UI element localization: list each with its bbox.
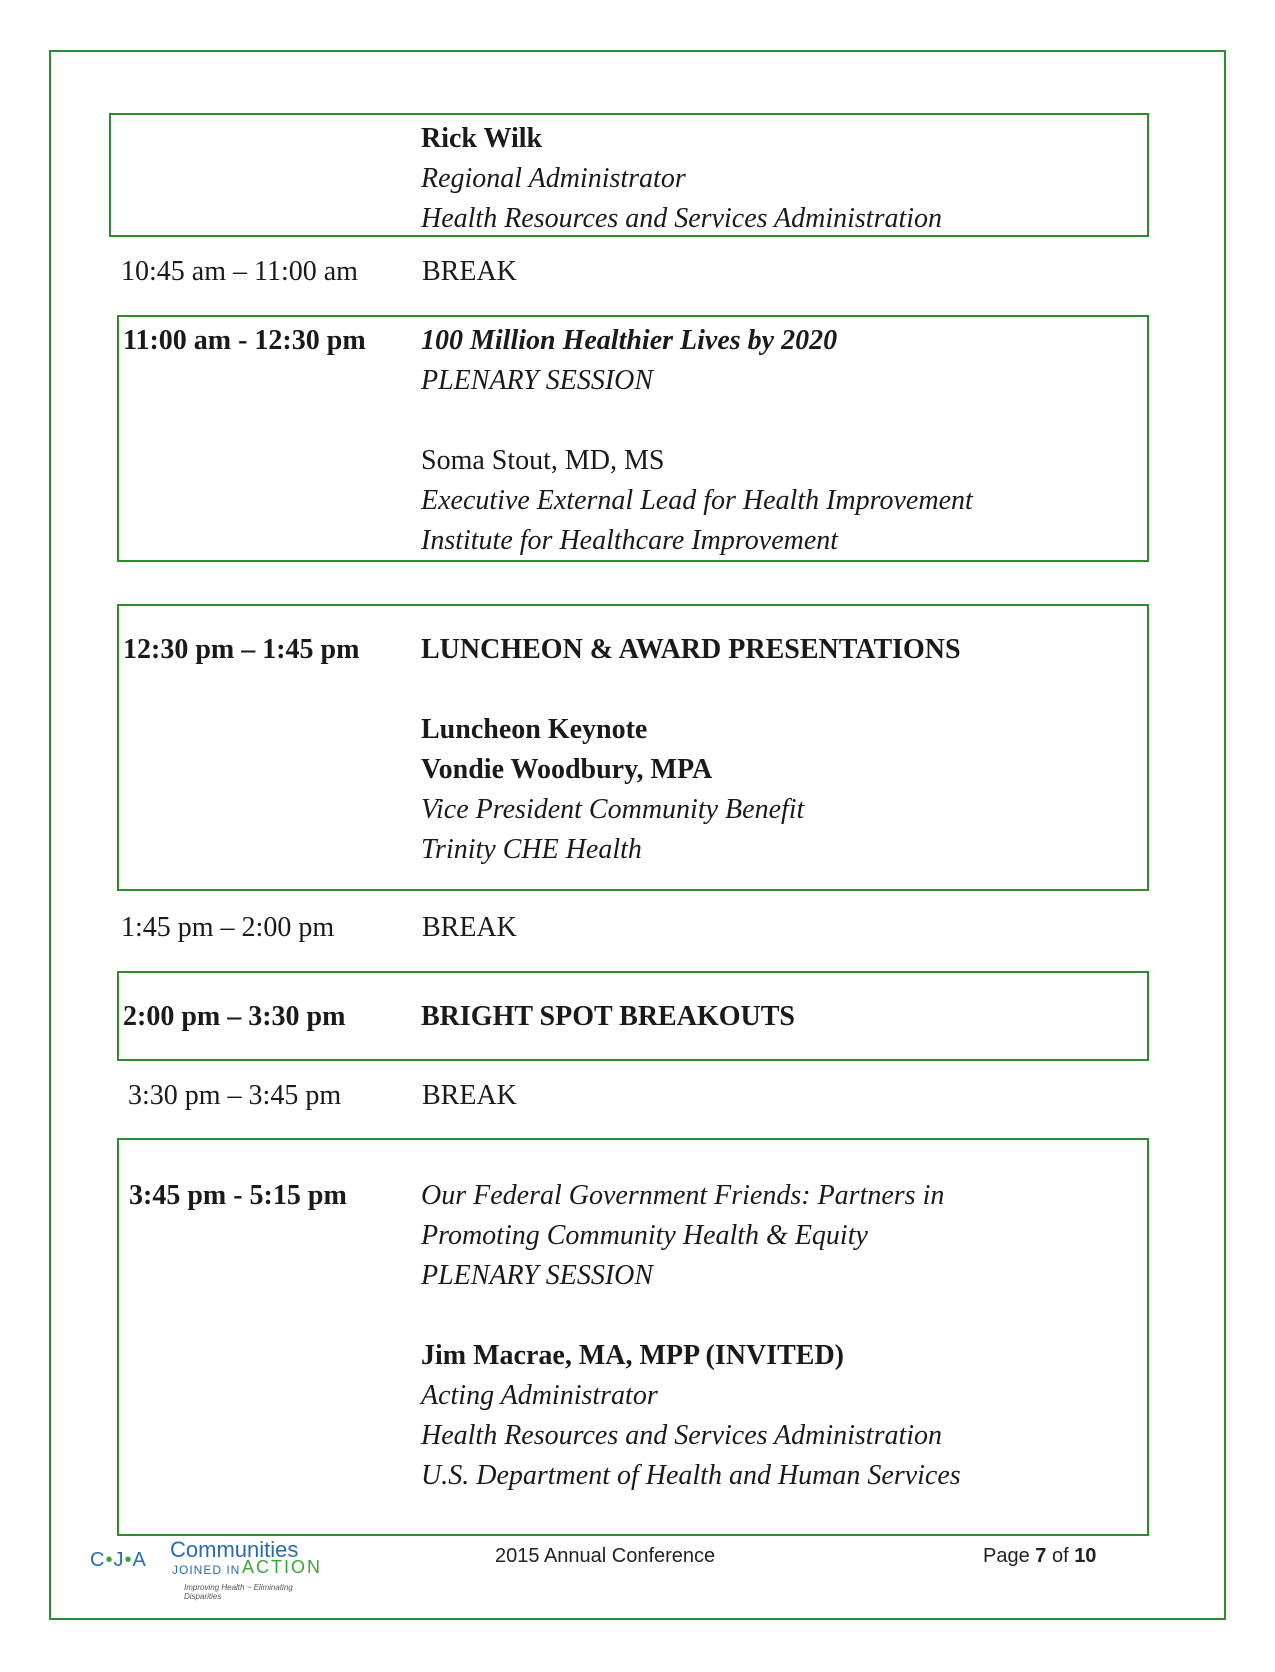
speaker-role: Acting Administrator (421, 1380, 658, 1411)
break-row-1 (109, 252, 1149, 296)
footer-conference-title: 2015 Annual Conference (495, 1545, 716, 1567)
logo-subtitle: JOINED IN (172, 1563, 241, 1577)
speaker-name: Soma Stout, MD, MS (421, 445, 665, 476)
speaker-org: Trinity CHE Health (421, 834, 642, 865)
break-row-3 (109, 1076, 1149, 1120)
speaker-org: Health Resources and Services Administration (421, 203, 943, 234)
speaker-name: Vondie Woodbury, MPA (421, 754, 713, 785)
speaker-box-rick-wilk (109, 113, 1149, 237)
session-box-breakouts (117, 971, 1149, 1061)
session-time: 3:45 pm - 5:15 pm (129, 1180, 347, 1211)
speaker-org: Institute for Healthcare Improvement (421, 525, 839, 556)
speaker-role: Vice President Community Benefit (421, 794, 805, 825)
speaker-name: Jim Macrae, MA, MPP (INVITED) (421, 1340, 845, 1371)
session-title: LUNCHEON & AWARD PRESENTATIONS (421, 634, 961, 665)
logo-subtitle-action: ACTION (242, 1557, 323, 1577)
session-box-luncheon (117, 604, 1149, 891)
break-label: BREAK (422, 1080, 517, 1111)
session-time: 2:00 pm – 3:30 pm (123, 1001, 346, 1032)
logo-tagline: Improving Health ~ Eliminating Disparities (184, 1583, 293, 1601)
break-label: BREAK (422, 912, 517, 943)
session-box-plenary-1 (117, 315, 1149, 562)
session-box-plenary-2 (117, 1138, 1149, 1536)
cja-logo (90, 1537, 330, 1601)
break-time: 10:45 am – 11:00 am (121, 256, 358, 287)
logo-mark: C•J•A (90, 1549, 147, 1571)
speaker-org-1: Health Resources and Services Administration (421, 1420, 943, 1451)
session-title-line-2: Promoting Community Health & Equity (421, 1220, 868, 1251)
break-time: 3:30 pm – 3:45 pm (128, 1080, 342, 1111)
speaker-org-2: U.S. Department of Health and Human Services (421, 1460, 961, 1491)
break-time: 1:45 pm – 2:00 pm (121, 912, 335, 943)
speaker-role: Executive External Lead for Health Improvement (421, 485, 973, 516)
footer-page-number: Page 7 of 10 (983, 1545, 1097, 1567)
session-type: PLENARY SESSION (421, 1260, 654, 1291)
speaker-name: Rick Wilk (421, 123, 543, 154)
session-title-line-1: Our Federal Government Friends: Partners in (421, 1180, 945, 1211)
keynote-label: Luncheon Keynote (421, 714, 648, 745)
session-title: BRIGHT SPOT BREAKOUTS (421, 1001, 795, 1032)
break-label: BREAK (422, 256, 517, 287)
session-time: 12:30 pm – 1:45 pm (123, 634, 360, 665)
logo-title: Communities (170, 1537, 299, 1562)
break-row-2 (109, 908, 1149, 952)
session-title: 100 Million Healthier Lives by 2020 (421, 325, 838, 356)
session-type: PLENARY SESSION (421, 365, 654, 396)
session-time: 11:00 am - 12:30 pm (123, 325, 366, 356)
speaker-title: Regional Administrator (421, 163, 686, 194)
